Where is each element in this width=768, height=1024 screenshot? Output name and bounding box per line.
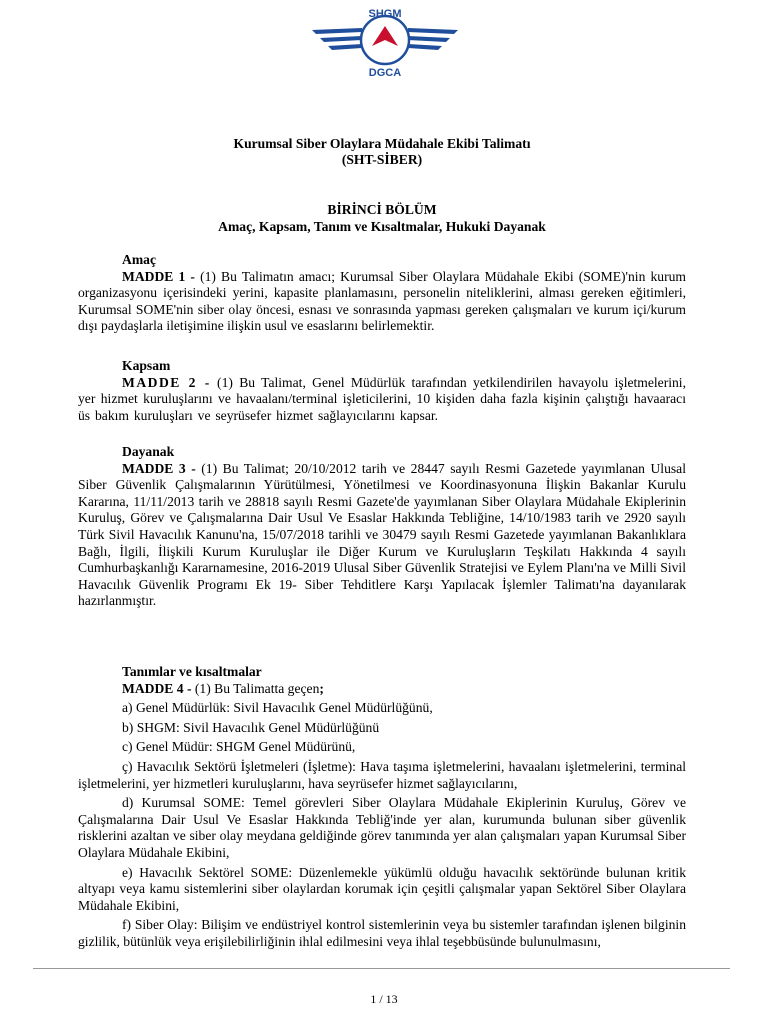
article-kapsam xyxy=(78,358,686,424)
document-title: Kurumsal Siber Olaylara Müdahale Ekibi Talimatı xyxy=(233,136,531,151)
article-tanimlar xyxy=(78,664,686,951)
article-body: (1) Bu Talimat; 20/10/2012 tarih ve 28447 sayılı Resmi Gazetede yayımlanan Ulusal Siber Güvenlik Çalışmalarının Yürütülmesi, Yönetilmesi ve Koordinasyonuna İlişkin Bakanlar Kurulu Kararına, 11/11/2013 tarih ve 28818 sayılı Resmi Gazete'de yayımlanan Siber Olaylara Müdahale Ekiplerinin Kuruluş, Görev ve Çalışmalarına Dair Usul Ve Esaslar Hakkında Tebliğine, 14/10/1983 tarih ve 2920 sayılı Türk Sivil Havacılık Kanunu'na, 15/07/2018 tarihli ve 30479 sayılı Resmi Gazetede yayımlanan Bakanlıklara Bağlı, İlgili, İlişkili Kurum Kuruluşlar ile Diğer Kurum ve Kuruluşların Teşkilatı Hakkında 4 sayılı Cumhurbaşkanlığı Kararnamesine, 2016-2019 Ulusal Siber Güvenlik Stratejisi ve Eylem Planı'na ve Milli Sivil Havacılık Güvenlik Programı Ek 19- Siber Tehditlere Karşı Yapılacak İşlemler Talimatı'na dayanılarak hazırlanmıştır. xyxy=(78,460,686,609)
article-text xyxy=(78,269,686,335)
definition-item: b) SHGM: Sivil Havacılık Genel Müdürlüğünü xyxy=(122,719,380,735)
definition-item: ç) Havacılık Sektörü İşletmeleri (İşletme): Hava taşıma işletmelerini, havaalanı işletmelerini, terminal işletmelerini, yer hizmetleri kuruluşlarını, hava seyrüsefer hizmet sağlayıcılarını, xyxy=(78,758,686,791)
article-body: (1) Bu Talimatın amacı; Kurumsal Siber Olaylara Müdahale Ekibi (SOME)'nin kurum organizasyonu içerisindeki yerini, kapasite planlamasını, personelin niteliklerini, alması gereken eğitimleri, Kurumsal SOME'nin siber olay öncesi, esnası ve sonrasında yapması gereken çalışmaları ve kurum içi/kurum dışı paydaşlarla iletişimine ilişkin usul ve esaslarını belirlemektir. xyxy=(78,268,686,334)
article-number: MADDE 2 - xyxy=(122,374,211,390)
article-heading: Kapsam xyxy=(122,358,171,373)
article-text xyxy=(78,375,686,425)
page-number: 1 / 13 xyxy=(370,992,398,1006)
article-text xyxy=(78,681,686,698)
article-body-end: ; xyxy=(319,680,324,696)
article-number: MADDE 3 - xyxy=(122,460,196,476)
article-body: (1) Bu Talimat, Genel Müdürlük tarafından yetkilendirilen havayolu işletmelerini, yer hizmet kuruluşlarını ve havaalanı/terminal işleticilerini, 10 kişiden daha fazla kişinin çalıştığı havaaracı üs bakım kuruluşları ve seyrüsefer hizmet sağlayıcılarını kapsar. xyxy=(78,374,686,423)
article-heading: Amaç xyxy=(122,252,156,267)
logo-bottom-text: DGCA xyxy=(368,67,402,79)
article-number: MADDE 4 - xyxy=(122,680,192,696)
definition-item: e) Havacılık Sektörel SOME: Düzenlemekle yükümlü olduğu havacılık sektöründe bulunan kritik altyapı veya kamu sistemlerini siber olaylardan korumak için çeşitli çalışmalar yapan Sektörel Siber Olaylara Müdahale Ekibini, xyxy=(78,864,686,913)
article-amac xyxy=(78,252,686,335)
definition-item: f) Siber Olay: Bilişim ve endüstriyel kontrol sistemlerinin veya bu sistemler tarafından işlenen bilginin gizlilik, bütünlük veya erişilebilirliğinin ihlal edilmesini veya ihlal teşebbüsünde bulunulmasını, xyxy=(78,917,686,949)
footer-divider xyxy=(33,968,730,969)
article-number: MADDE 1 - xyxy=(122,268,195,284)
logo-top-text: SHGM xyxy=(368,8,402,20)
section-title: BİRİNCİ BÖLÜM xyxy=(327,202,437,217)
definition-item: c) Genel Müdür: SHGM Genel Müdürünü, xyxy=(122,739,356,755)
section-subtitle: Amaç, Kapsam, Tanım ve Kısaltmalar, Hukuki Dayanak xyxy=(218,219,546,234)
article-body: (1) Bu Talimatta geçen xyxy=(191,680,320,696)
article-heading: Dayanak xyxy=(122,444,175,459)
definition-item: a) Genel Müdürlük: Sivil Havacılık Genel Müdürlüğünü, xyxy=(122,700,433,716)
article-heading: Tanımlar ve kısaltmalar xyxy=(122,664,262,679)
definition-item: d) Kurumsal SOME: Temel görevleri Siber Olaylara Müdahale Ekiplerinin Kuruluş, Görev ve Çalışmalarına Dair Usul Ve Esaslar Hakkında Tebliğ'inde yer alan, kurumunda bulunan siber güvenlik risklerini azaltan ve siber olay meydana geldiğinde görev tanımında yer alan çalışmaları yapan Kurumsal Siber Olaylara Müdahale Ekibini, xyxy=(78,795,686,860)
article-dayanak xyxy=(78,444,686,610)
document-code: (SHT-SİBER) xyxy=(341,152,423,167)
shgm-dgca-logo xyxy=(310,4,460,80)
article-text xyxy=(78,461,686,610)
